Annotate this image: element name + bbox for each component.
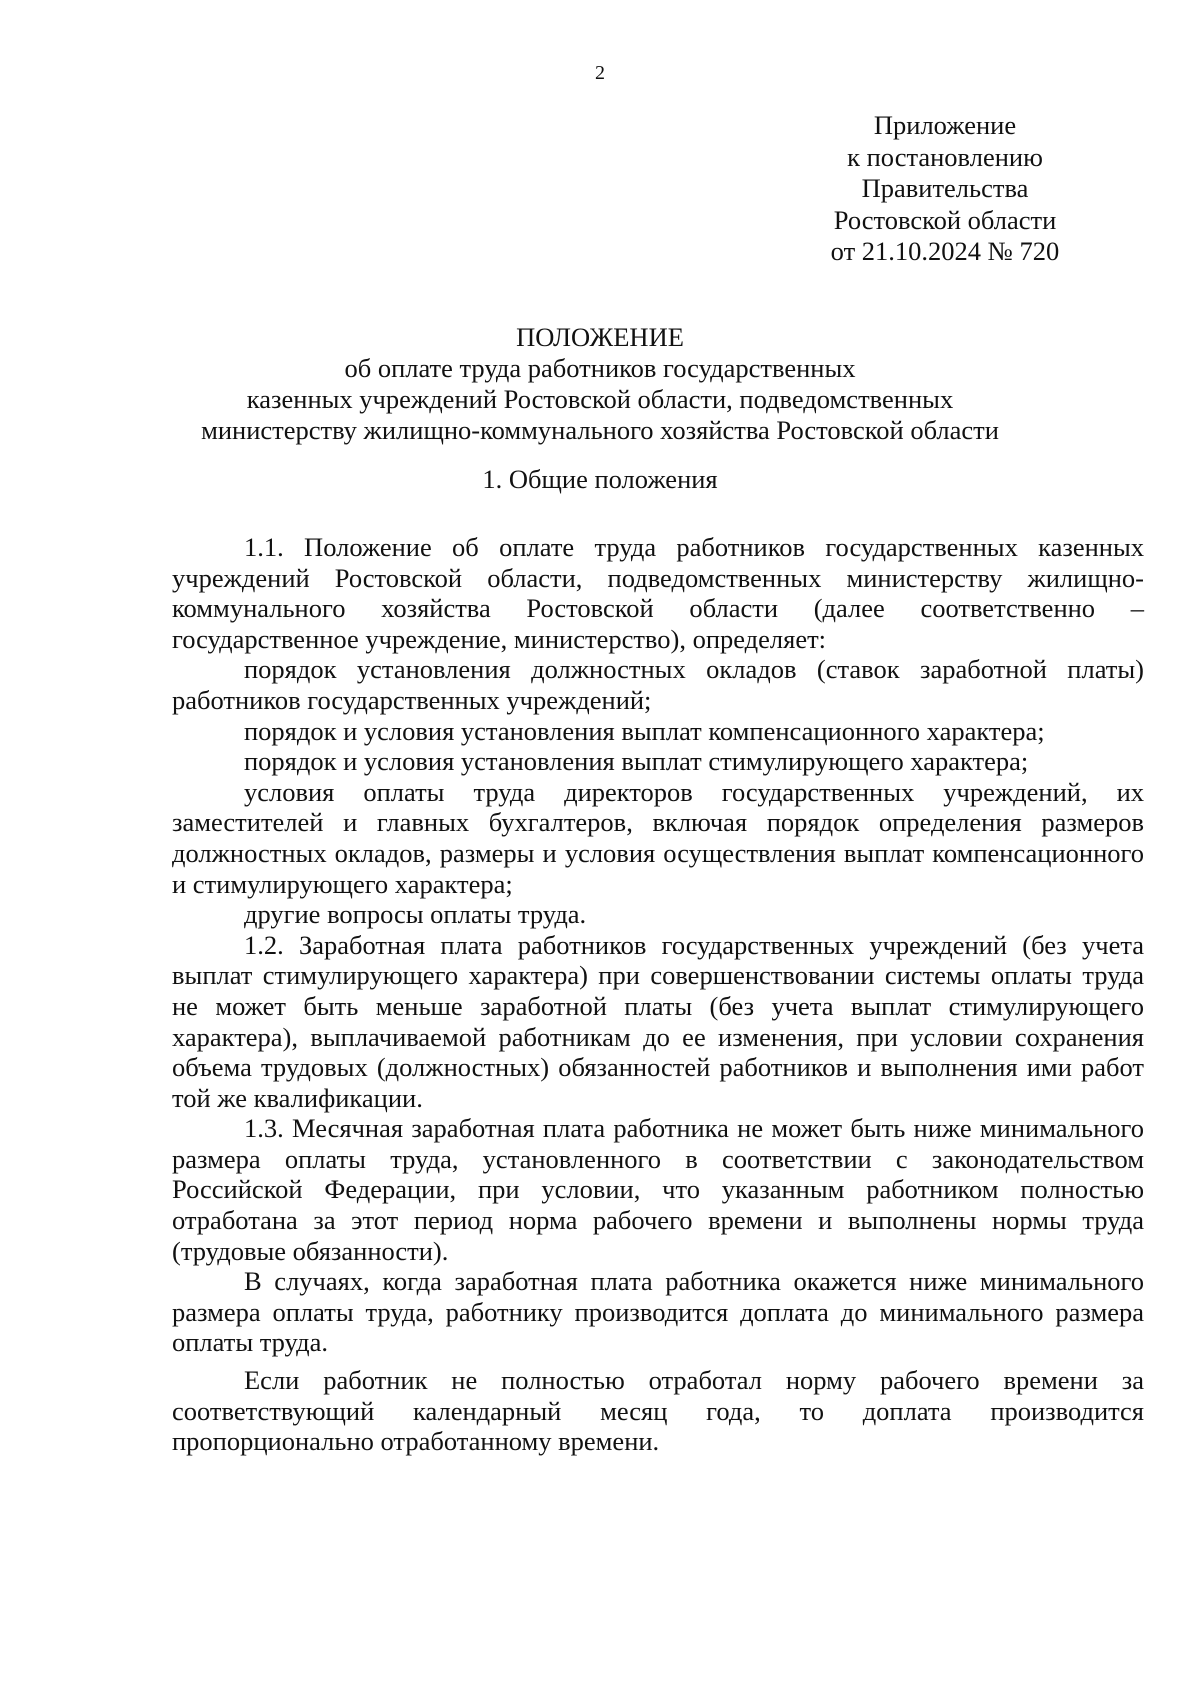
section-body	[172, 532, 1144, 1457]
paragraph: В случаях, когда заработная плата работника окажется ниже минимального размера оплаты труда, работнику производится доплата до минимального размера оплаты труда.	[172, 1266, 1144, 1358]
appendix-line: от 21.10.2024 № 720	[830, 236, 1060, 266]
paragraph: Если работник не полностью отработал норму рабочего времени за соответствующий календарный месяц года, то доплата производится пропорционально отработанному времени.	[172, 1365, 1144, 1457]
appendix-line: Приложение	[873, 110, 1017, 140]
paragraph: порядок и условия установления выплат компенсационного характера;	[244, 715, 1045, 746]
paragraph: 1.2. Заработная плата работников государственных учреждений (без учета выплат стимулирующего характера) при совершенствовании системы оплаты труда не может быть меньше заработной платы (без учета выплат стимулирующего характера), выплачиваемой работникам до ее изменения, при условии сохранения объема трудовых (должностных) обязанностей работников и выполнения ими работ той же квалификации.	[172, 929, 1144, 1113]
paragraph: порядок и условия установления выплат стимулирующего характера;	[244, 746, 1029, 777]
document-subtitle-line: министерству жилищно-коммунального хозяйства Ростовской области	[201, 415, 999, 445]
document-subtitle-line: об оплате труда работников государственных	[344, 353, 856, 383]
section-heading: 1. Общие положения	[482, 464, 718, 494]
paragraph: порядок установления должностных окладов (ставок заработной платы) работников государственных учреждений;	[172, 654, 1144, 715]
document-title: ПОЛОЖЕНИЕ	[516, 322, 684, 352]
paragraph: 1.1. Положение об оплате труда работников государственных казенных учреждений Ростовской области, подведомственных министерству жилищно-коммунального хозяйства Ростовской области (далее соответственно – государственное учреждение, министерство), определяет:	[172, 532, 1144, 654]
paragraph: другие вопросы оплаты труда.	[244, 899, 587, 930]
appendix-line: Правительства	[861, 173, 1029, 203]
document-title-block	[0, 322, 1200, 446]
page-number: 2	[595, 62, 605, 84]
paragraph: 1.3. Месячная заработная плата работника не может быть ниже минимального размера оплаты труда, установленного в соответствии с законодательством Российской Федерации, при условии, что указанным работником полностью отработана за этот период норма рабочего времени и выполнены нормы труда (трудовые обязанности).	[172, 1113, 1144, 1266]
document-subtitle-line: казенных учреждений Ростовской области, подведомственных	[246, 384, 954, 414]
appendix-line: к постановлению	[847, 141, 1043, 172]
appendix-block	[790, 110, 1100, 268]
paragraph: условия оплаты труда директоров государственных учреждений, их заместителей и главных бухгалтеров, включая порядок определения размеров должностных окладов, размеры и условия осуществления выплат компенсационного и стимулирующего характера;	[172, 776, 1144, 899]
appendix-line: Ростовской области	[833, 204, 1057, 235]
